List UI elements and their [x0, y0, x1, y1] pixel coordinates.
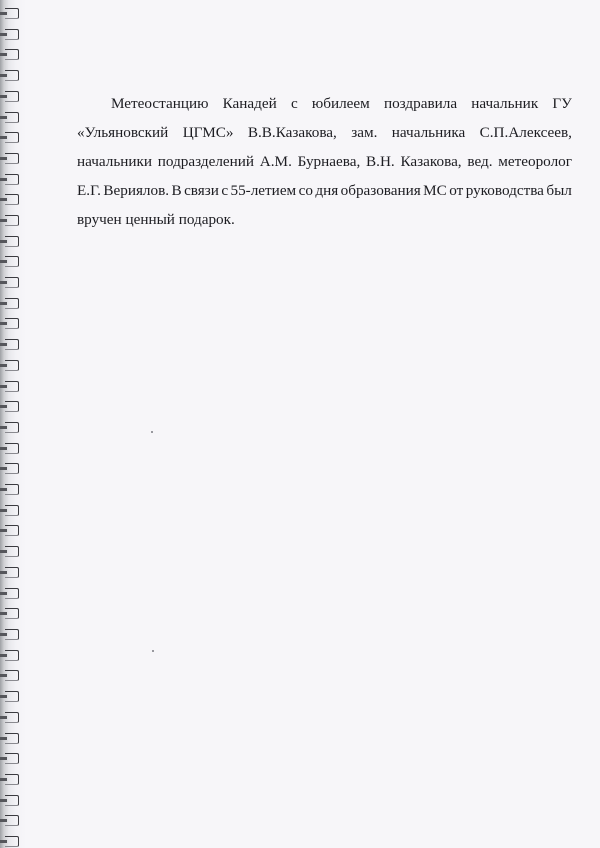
word: с [221, 182, 229, 199]
paragraph [77, 89, 572, 234]
word: Вериялов. [103, 182, 170, 199]
word: В [171, 182, 182, 199]
word: ГУ [552, 95, 572, 112]
binding-hole [5, 484, 19, 495]
word: был [546, 182, 572, 199]
binding-hole [5, 733, 19, 744]
word: начальники [77, 153, 153, 170]
binding-hole [5, 774, 19, 785]
word: МС [423, 182, 447, 199]
binding-hole [5, 712, 19, 723]
word: Бурнаева, [297, 153, 361, 170]
binding-hole [5, 650, 19, 661]
binding-hole [5, 153, 19, 164]
word: дня [315, 182, 339, 199]
binding-hole [5, 463, 19, 474]
word: юбилеем [311, 95, 370, 112]
binding-hole [5, 339, 19, 350]
binding-hole [5, 256, 19, 267]
binding-hole [5, 49, 19, 60]
binding-hole [5, 795, 19, 806]
binding-hole [5, 567, 19, 578]
word: со [298, 182, 313, 199]
binding-hole [5, 588, 19, 599]
word: поздравила [383, 95, 458, 112]
binding-hole [5, 112, 19, 123]
binding-hole [5, 691, 19, 702]
scan-speck [151, 431, 153, 433]
word: С.П.Алексеев, [479, 124, 572, 141]
word: вручен ценный подарок. [77, 211, 235, 228]
scan-speck [152, 650, 154, 652]
binding-hole [5, 194, 19, 205]
word: Е.Г. [77, 182, 101, 199]
paragraph-line [77, 205, 572, 234]
binding-hole [5, 298, 19, 309]
word: Метеостанцию [111, 95, 209, 112]
word: «Ульяновский [77, 124, 169, 141]
binding-hole [5, 29, 19, 40]
paragraph-line [77, 118, 572, 147]
binding-hole [5, 132, 19, 143]
word: Канадей [222, 95, 277, 112]
word: связи [184, 182, 219, 199]
binding-hole [5, 422, 19, 433]
word: с [290, 95, 298, 112]
word: В.Н. [366, 153, 395, 170]
binding-hole [5, 670, 19, 681]
binding-hole [5, 8, 19, 19]
binding-hole [5, 215, 19, 226]
binding-hole [5, 277, 19, 288]
word: Казакова, [400, 153, 462, 170]
binding-hole [5, 629, 19, 640]
binding-hole [5, 753, 19, 764]
word: начальника [391, 124, 466, 141]
binding-hole [5, 318, 19, 329]
binding-hole [5, 236, 19, 247]
word: А.М. [259, 153, 292, 170]
spiral-binding [0, 0, 26, 848]
binding-hole [5, 608, 19, 619]
binding-hole [5, 815, 19, 826]
paragraph-line [77, 176, 572, 205]
binding-hole [5, 525, 19, 536]
word: метеоролог [498, 153, 572, 170]
word: зам. [351, 124, 378, 141]
word: образования [340, 182, 421, 199]
word: В.В.Казакова, [247, 124, 337, 141]
word: руководства [465, 182, 544, 199]
binding-hole [5, 174, 19, 185]
binding-hole [5, 836, 19, 847]
word: ЦГМС» [182, 124, 234, 141]
binding-hole [5, 381, 19, 392]
binding-hole [5, 401, 19, 412]
binding-hole [5, 546, 19, 557]
word: вед. [467, 153, 493, 170]
paragraph-line [77, 89, 572, 118]
word: подразделений [157, 153, 255, 170]
binding-hole [5, 70, 19, 81]
word: от [449, 182, 464, 199]
binding-hole [5, 360, 19, 371]
binding-hole [5, 91, 19, 102]
word: начальник [471, 95, 539, 112]
paragraph-line [77, 147, 572, 176]
binding-hole [5, 505, 19, 516]
binding-hole [5, 443, 19, 454]
word: 55-летием [230, 182, 297, 199]
